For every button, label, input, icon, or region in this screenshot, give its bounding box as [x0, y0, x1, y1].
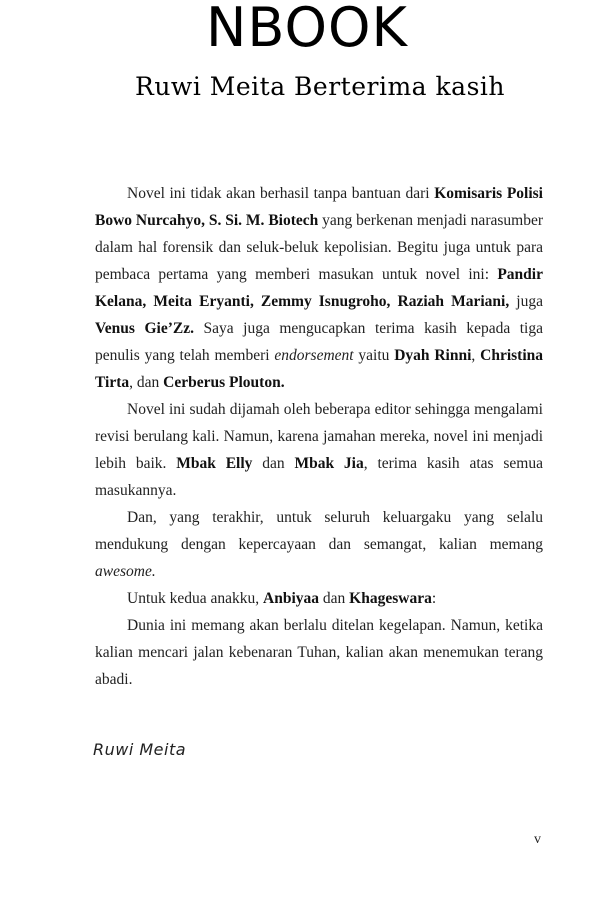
- acknowledgement-body: [95, 180, 543, 693]
- paragraph-text: Novel ini tidak akan berhasil tanpa bantuan dari: [127, 185, 435, 202]
- paragraph-text: yaitu: [353, 347, 395, 364]
- bold-name-text: Christina Tirta: [95, 347, 543, 391]
- bold-name-text: Mbak Jia: [294, 455, 364, 472]
- paragraph-text: Dunia ini memang akan berlalu ditelan kegelapan. Namun, ketika kalian mencari jalan kebenaran Tuhan, kalian akan menemukan terang abadi.: [95, 617, 543, 688]
- paragraph-text: Dan, yang terakhir, untuk seluruh keluargaku yang selalu mendukung dengan kepercayaan dan semangat, kalian memang: [95, 509, 543, 553]
- author-signature: Ruwi Meita: [93, 740, 187, 759]
- paragraph-text: dan: [319, 590, 350, 607]
- paragraph-text: ,: [471, 347, 481, 364]
- italic-text: awesome.: [95, 563, 156, 580]
- paragraph: [95, 180, 543, 396]
- bold-name-text: Komisaris Polisi Bowo Nurcahyo, S. Si. M. Biotech: [95, 185, 543, 229]
- paragraph-text: yang berkenan menjadi narasumber dalam hal forensik dan seluk-beluk kepolisian. Begitu juga untuk para pembaca pertama yang memberi masukan untuk novel ini:: [95, 212, 543, 283]
- bold-name-text: Mbak Elly: [176, 455, 253, 472]
- italic-text: endorsement: [274, 347, 354, 364]
- paragraph: [95, 585, 543, 612]
- paragraph-text: Saya juga mengucapkan terima kasih kepada tiga penulis yang telah memberi: [95, 320, 543, 364]
- paragraph-text: , terima kasih atas semua masukannya.: [95, 455, 543, 499]
- page-title: Ruwi Meita Berterima kasih: [135, 72, 505, 101]
- bold-name-text: Cerberus Plouton.: [163, 374, 285, 391]
- paragraph-text: Novel ini sudah dijamah oleh beberapa editor sehingga mengalami revisi berulang kali. Namun, karena jamahan mereka, novel ini menjadi lebih baik.: [95, 401, 543, 472]
- bold-name-text: Pandir Kelana, Meita Eryanti, Zemmy Isnugroho, Raziah Mariani,: [95, 266, 543, 310]
- bold-name-text: Anbiyaa: [263, 590, 320, 607]
- paragraph-text: , dan: [129, 374, 164, 391]
- paragraph-text: :: [431, 590, 437, 607]
- paragraph: [95, 504, 543, 585]
- page-number: v: [534, 832, 541, 847]
- bold-name-text: Khageswara: [349, 590, 432, 607]
- paragraph-text: Untuk kedua anakku,: [127, 590, 264, 607]
- bold-name-text: Dyah Rinni: [394, 347, 472, 364]
- paragraph: [95, 612, 543, 693]
- paragraph-text: dan: [252, 455, 295, 472]
- paragraph-text: juga: [509, 293, 543, 310]
- bold-name-text: Venus Gie’Zz.: [95, 320, 194, 337]
- watermark-text: NBOOK: [206, 0, 408, 59]
- paragraph: [95, 396, 543, 504]
